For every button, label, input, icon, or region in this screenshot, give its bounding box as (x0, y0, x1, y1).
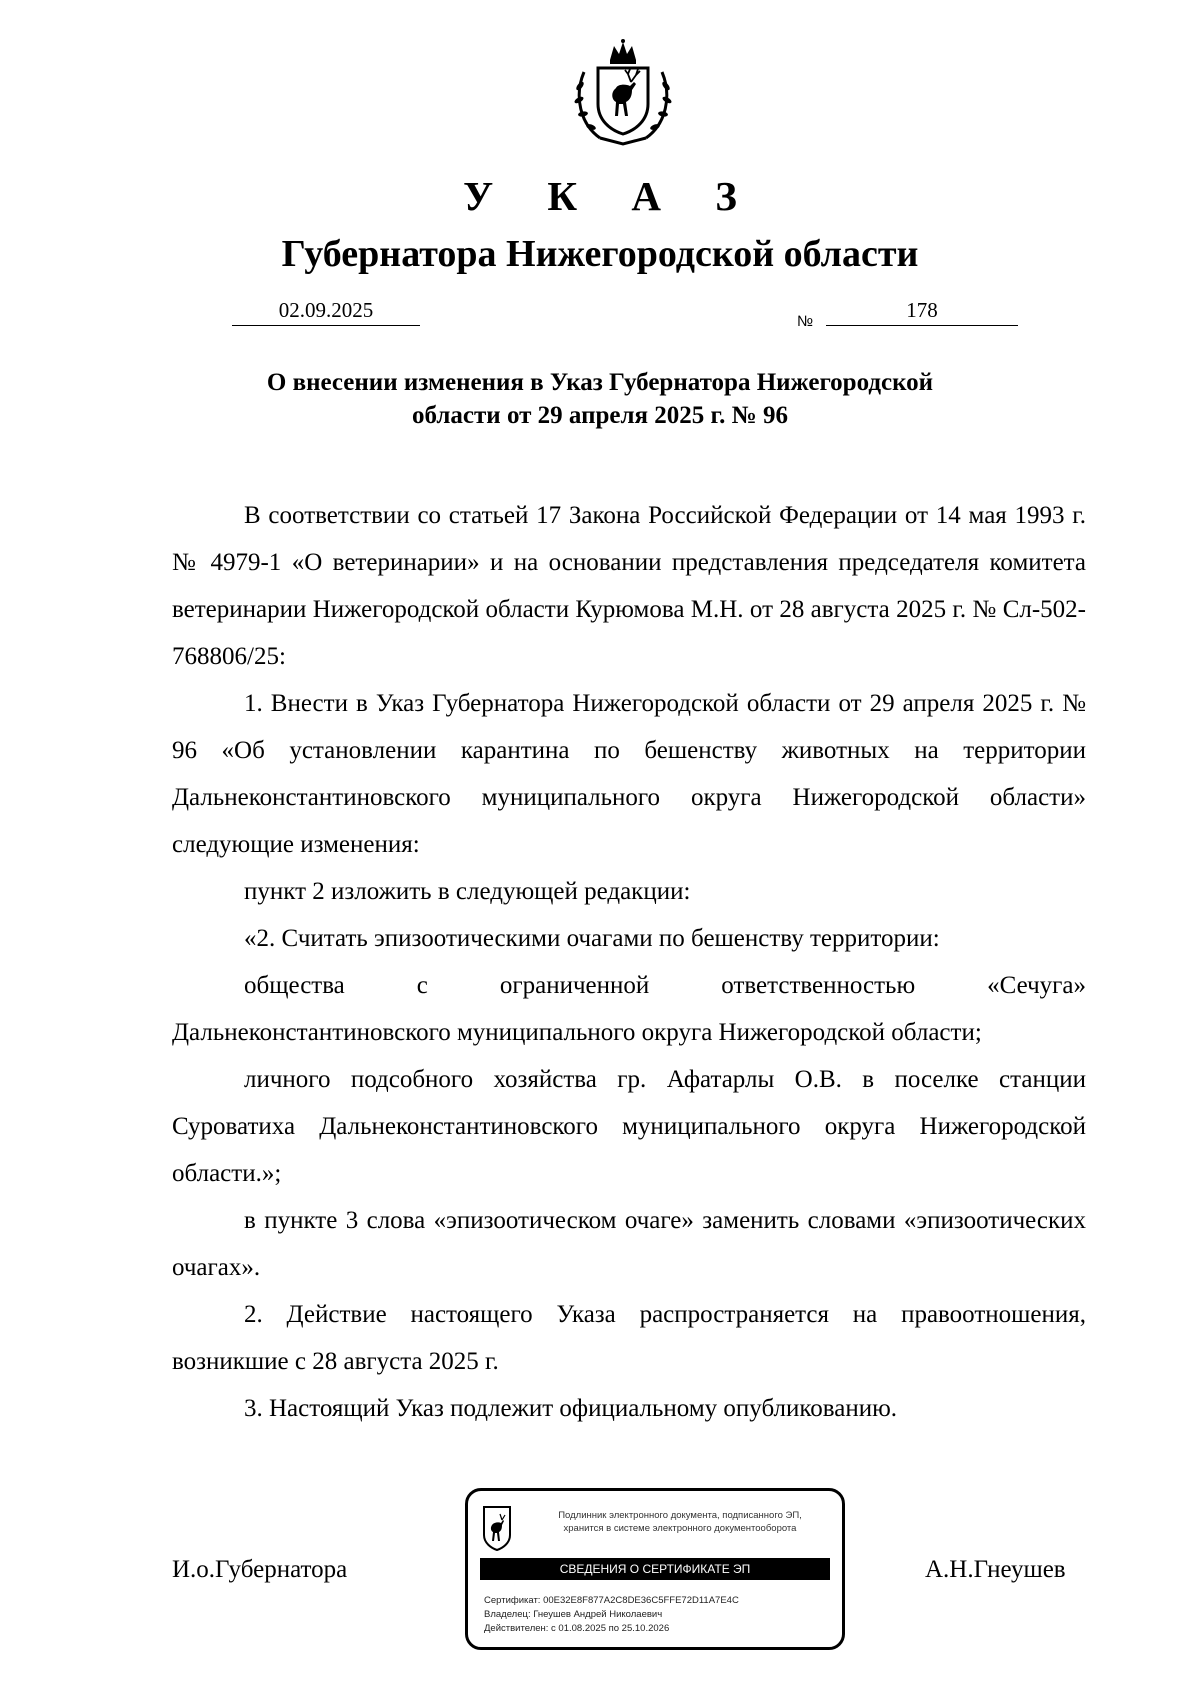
document-title-line: О внесении изменения в Указ Губернатора Нижегородской (266, 369, 934, 396)
body-paragraph: в пункте 3 слова «эпизоотическом очаге» заменить словами «эпизоотических очагах». (172, 1207, 1086, 1281)
certificate-owner: Владелец: Гнеушев Андрей Николаевич (484, 1609, 663, 1620)
body-paragraph: В соответствии со статьей 17 Закона Российской Федерации от 14 мая 1993 г. № 4979-1 «О ветеринарии» и на основании представления председателя комитета ветеринарии Нижегородской области Курюмова М.Н. от 28 августа 2025 г. № Сл-502-768806/25: (172, 502, 1086, 670)
deer-shield-icon (482, 1505, 512, 1551)
stamp-note (530, 1509, 830, 1535)
body-paragraph: пункт 2 изложить в следующей редакции: (244, 878, 691, 905)
body-paragraph: 2. Действие настоящего Указа распространяется на правоотношения, возникшие с 28 августа 2025 г. (172, 1301, 1086, 1375)
stamp-note-line: хранится в системе электронного документооборота (563, 1523, 797, 1534)
document-title-line: области от 29 апреля 2025 г. № 96 (412, 402, 788, 429)
electronic-signature-stamp (465, 1488, 845, 1650)
stamp-note-line: Подлинник электронного документа, подписанного ЭП, (558, 1510, 802, 1521)
body-paragraph: 3. Настоящий Указ подлежит официальному опубликованию. (244, 1395, 898, 1422)
document-date: 02.09.2025 (232, 298, 420, 326)
body-paragraph: 1. Внести в Указ Губернатора Нижегородской области от 29 апреля 2025 г. № 96 «Об установлении карантина по бешенству животных на территории Дальнеконстантиновского муниципального округа Нижегородской области» следующие изменения: (172, 690, 1086, 858)
certificate-serial: Сертификат: 00E32E8F877A2C8DE36C5FFE72D11A7E4C (484, 1595, 739, 1606)
body-paragraph: общества с ограниченной ответственностью «Сечуга» Дальнеконстантиновского муниципального округа Нижегородской области; (172, 972, 1086, 1046)
body-paragraph: личного подсобного хозяйства гр. Афатарлы О.В. в поселке станции Суроватиха Дальнеконстантиновского муниципального округа Нижегородской области.»; (172, 1066, 1086, 1187)
document-type-heading: У К А З (463, 173, 759, 219)
document-body (172, 492, 1086, 1432)
signatory-name: А.Н.Гнеушев (925, 1556, 1066, 1583)
document-number: 178 (826, 298, 1018, 326)
certificate-validity: Действителен: с 01.08.2025 по 25.10.2026 (484, 1623, 670, 1634)
body-paragraph: «2. Считать эпизоотическими очагами по бешенству территории: (244, 925, 940, 952)
signatory-position: И.о.Губернатора (172, 1556, 348, 1583)
certificate-info-bar: СВЕДЕНИЯ О СЕРТИФИКАТЕ ЭП (480, 1558, 830, 1580)
number-label: № (797, 313, 814, 330)
coat-of-arms-emblem (570, 38, 676, 146)
document-title (0, 366, 1200, 432)
issuer-heading: Губернатора Нижегородской области (281, 233, 919, 275)
certificate-details (484, 1594, 739, 1636)
